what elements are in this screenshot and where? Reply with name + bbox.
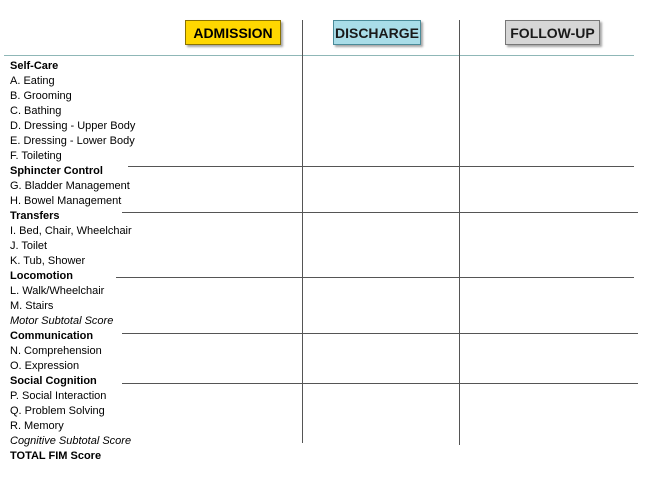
subtotal-label: Motor Subtotal Score	[10, 315, 114, 327]
header-divider	[4, 55, 634, 56]
section-divider	[122, 212, 638, 213]
section-heading: Locomotion	[10, 270, 73, 282]
item-label: R. Memory	[10, 420, 64, 432]
item-label: I. Bed, Chair, Wheelchair	[10, 225, 132, 237]
discharge-header: DISCHARGE	[333, 20, 421, 45]
section-divider	[122, 383, 638, 384]
item-label: A. Eating	[10, 75, 55, 87]
item-label: G. Bladder Management	[10, 180, 130, 192]
item-label: Q. Problem Solving	[10, 405, 105, 417]
item-label: J. Toilet	[10, 240, 48, 252]
section-heading: TOTAL FIM Score	[10, 450, 102, 462]
item-label: L. Walk/Wheelchair	[10, 285, 105, 297]
item-label: C. Bathing	[10, 105, 62, 117]
section-heading: Sphincter Control	[10, 165, 103, 177]
section-divider	[122, 333, 638, 334]
section-heading: Communication	[10, 330, 94, 342]
item-label: D. Dressing - Upper Body	[10, 120, 136, 132]
item-label: F. Toileting	[10, 150, 62, 162]
item-label: M. Stairs	[10, 300, 54, 312]
section-heading: Social Cognition	[10, 375, 97, 387]
item-label: O. Expression	[10, 360, 80, 372]
subtotal-label: Cognitive Subtotal Score	[10, 435, 132, 447]
item-label: B. Grooming	[10, 90, 72, 102]
admission-header: ADMISSION	[185, 20, 281, 45]
follow-up-header: FOLLOW-UP	[505, 20, 600, 45]
column-divider-1	[302, 20, 303, 443]
section-divider	[116, 277, 634, 278]
section-heading: Self-Care	[10, 60, 59, 72]
item-label: N. Comprehension	[10, 345, 102, 357]
item-label: H. Bowel Management	[10, 195, 122, 207]
item-label: P. Social Interaction	[10, 390, 107, 402]
item-label: E. Dressing - Lower Body	[10, 135, 135, 147]
column-divider-2	[459, 20, 460, 445]
item-label: K. Tub, Shower	[10, 255, 86, 267]
section-heading: Transfers	[10, 210, 60, 222]
section-divider	[128, 166, 634, 167]
